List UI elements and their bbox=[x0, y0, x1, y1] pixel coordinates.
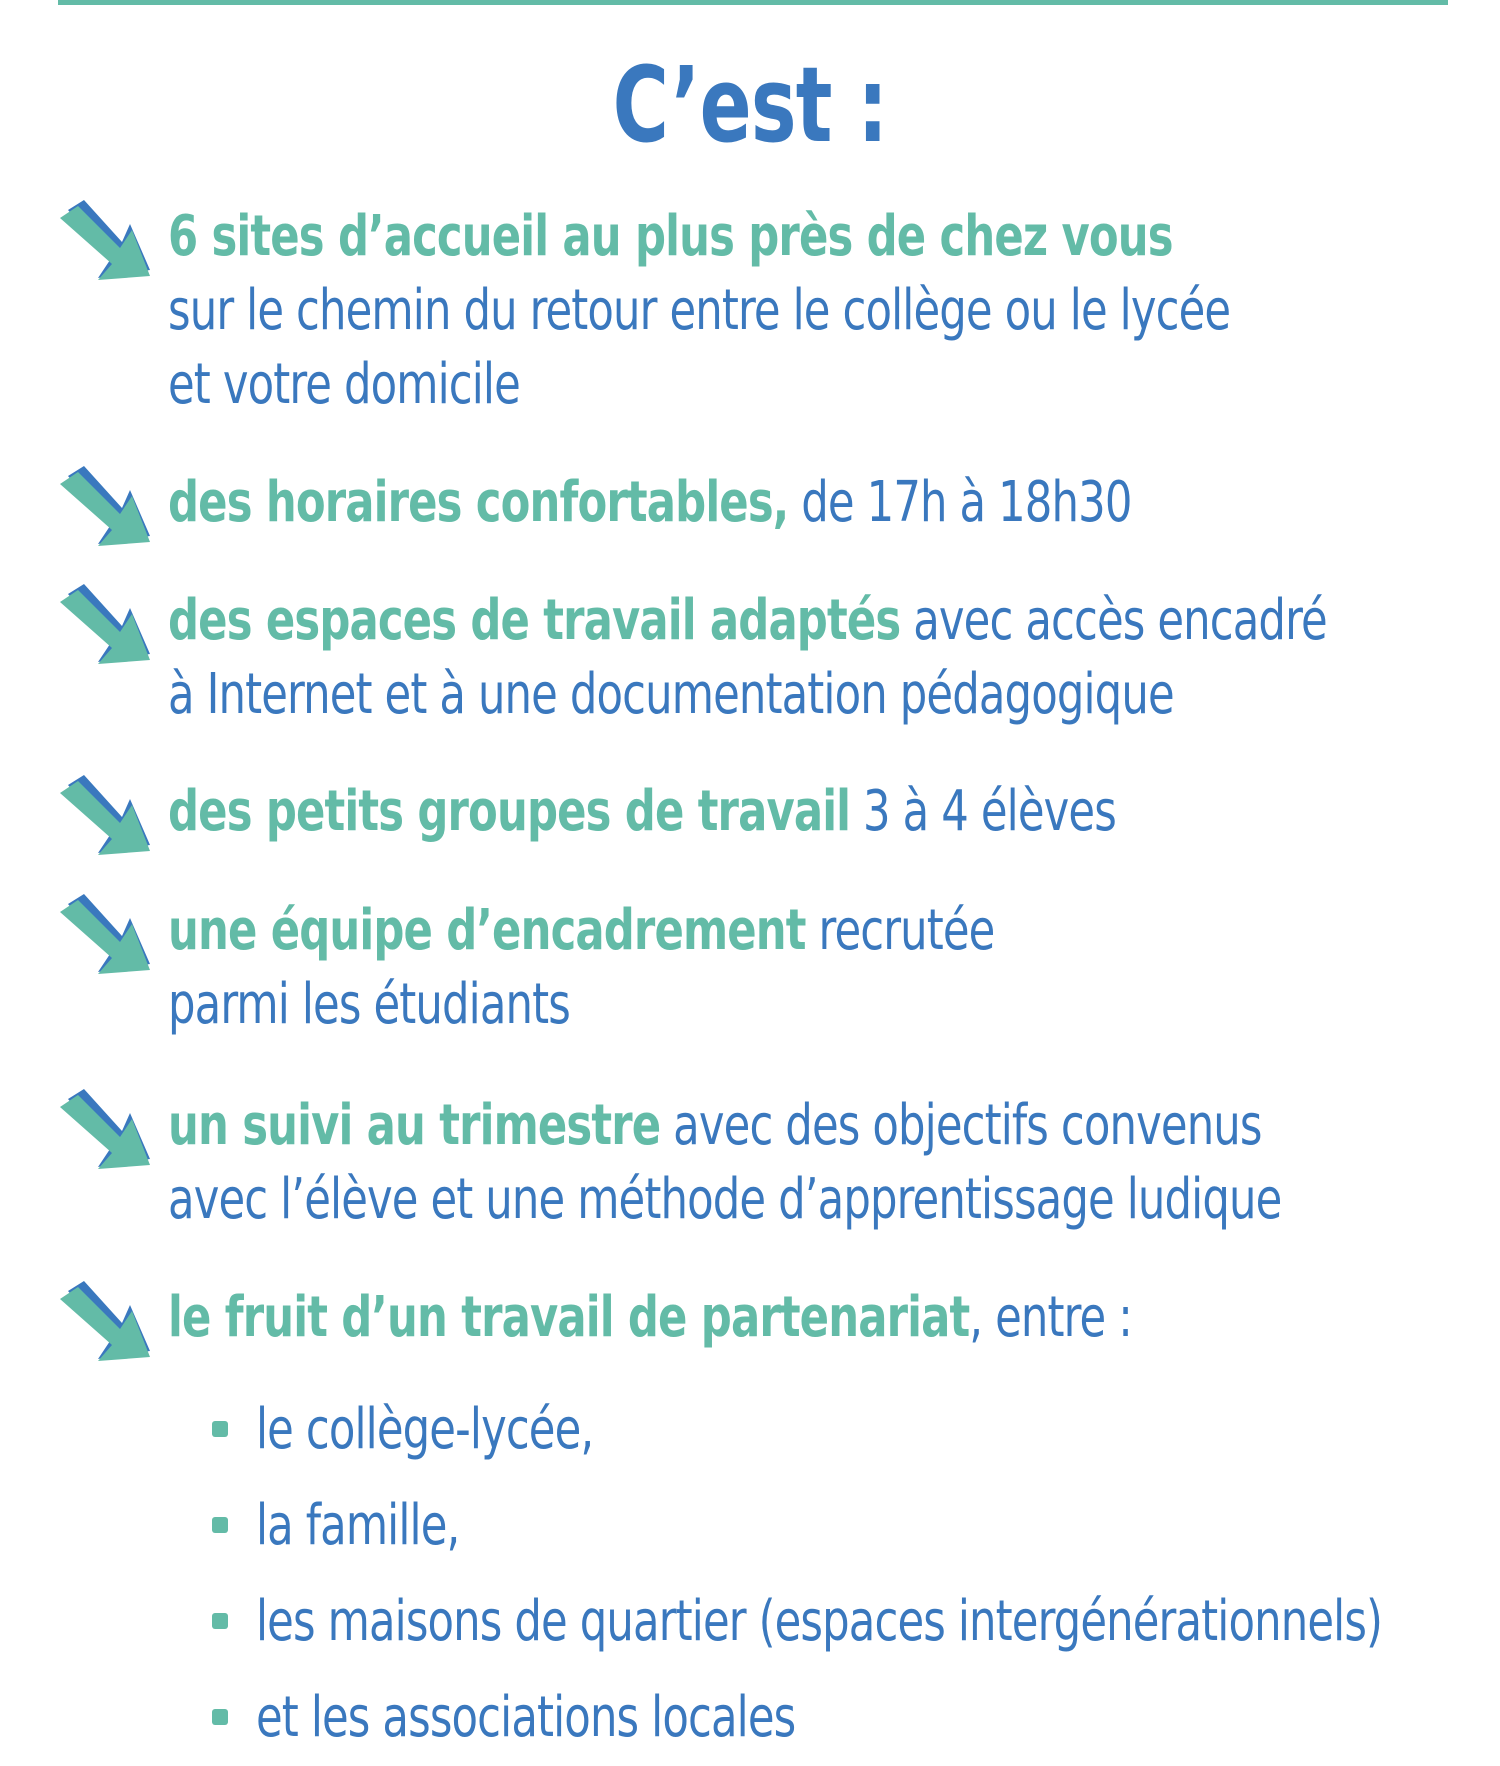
item-highlight: 6 sites d’accueil au plus près de chez vous bbox=[168, 204, 1173, 269]
partner-item bbox=[212, 1390, 1472, 1470]
arrow-icon bbox=[58, 200, 150, 280]
item-text bbox=[168, 894, 1488, 1042]
item-rest: recrutée bbox=[805, 898, 995, 963]
partner-item bbox=[212, 1582, 1472, 1662]
item-rest: avec des objectifs convenus bbox=[660, 1093, 1262, 1158]
item-text bbox=[168, 1089, 1488, 1237]
partner-item bbox=[212, 1678, 1472, 1758]
item-line2: à Internet et à une documentation pédagogique bbox=[168, 662, 1174, 727]
item-text bbox=[168, 1281, 1488, 1355]
item-highlight: des espaces de travail adaptés bbox=[168, 588, 901, 653]
item-rest: 3 à 4 élèves bbox=[850, 779, 1116, 844]
item-text bbox=[168, 584, 1488, 732]
item-text bbox=[168, 200, 1488, 422]
page-title: C’est : bbox=[612, 44, 888, 166]
item-highlight: le fruit d’un travail de partenariat bbox=[168, 1285, 970, 1350]
partner-label: les maisons de quartier (espaces intergénérationnels) bbox=[256, 1589, 1383, 1654]
partner-label: et les associations locales bbox=[256, 1685, 796, 1750]
arrow-icon bbox=[58, 1281, 150, 1361]
item-line2: sur le chemin du retour entre le collège ou le lycée bbox=[168, 278, 1231, 343]
item-text bbox=[168, 775, 1488, 849]
item-highlight: des petits groupes de travail bbox=[168, 779, 851, 844]
bullet-icon bbox=[212, 1421, 228, 1437]
item-text bbox=[168, 466, 1488, 540]
item-rest: avec accès encadré bbox=[900, 588, 1327, 653]
item-rest: , entre : bbox=[969, 1285, 1132, 1350]
item-highlight: un suivi au trimestre bbox=[168, 1093, 661, 1158]
partner-label: la famille, bbox=[256, 1493, 460, 1558]
arrow-icon bbox=[58, 1089, 150, 1169]
bullet-icon bbox=[212, 1709, 228, 1725]
item-line2: avec l’élève et une méthode d’apprentissage ludique bbox=[168, 1167, 1282, 1232]
item-highlight: une équipe d’encadrement bbox=[168, 898, 806, 963]
arrow-icon bbox=[58, 775, 150, 855]
bullet-icon bbox=[212, 1517, 228, 1533]
partner-item bbox=[212, 1486, 1472, 1566]
arrow-icon bbox=[58, 894, 150, 974]
arrow-icon bbox=[58, 584, 150, 664]
partner-label: le collège-lycée, bbox=[256, 1397, 594, 1462]
top-divider bbox=[58, 0, 1448, 5]
item-line2: parmi les étudiants bbox=[168, 972, 570, 1037]
item-highlight: des horaires confortables, bbox=[168, 470, 789, 535]
bullet-icon bbox=[212, 1613, 228, 1629]
item-rest: de 17h à 18h30 bbox=[788, 470, 1132, 535]
arrow-icon bbox=[58, 466, 150, 546]
item-line3: et votre domicile bbox=[168, 352, 520, 417]
